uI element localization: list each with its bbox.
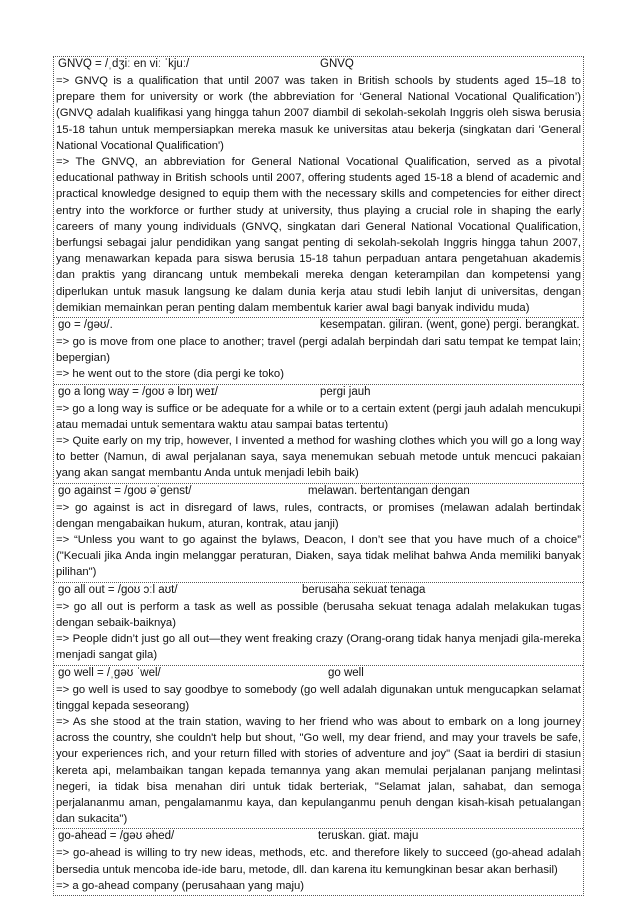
entry-go-ahead — [54, 829, 583, 895]
entry-term: GNVQ = /ˌdʒiː en viː ˈkjuː/ — [58, 58, 190, 70]
entry-meaning: berusaha sekuat tenaga — [302, 583, 426, 596]
entry-definition: => go all out is perform a task as well as possible (berusaha sekuat tenaga adalah melakukan tugas dengan sebaik-baiknya) — [56, 600, 581, 629]
entry-header — [56, 583, 581, 599]
entry-example: => The GNVQ, an abbreviation for General National Vocational Qualification, served as a pivotal educational pathway in British schools until 2007, offering students aged 15-18 a blend of academic and practical knowledge designed to equip them with the necessary skills and competencies for either direct entry into the workforce or further study at university, thus playing a crucial role in shaping the early careers of many young individuals (GNVQ, singkatan dari General National Vocational Qualification, berfungsi sebagai jalur pendidikan yang sangat penting di sekolah-sekolah Inggris hingga tahun 2007, yang menawarkan kepada para siswa berusia 15-18 tahun perpaduan antara pengetahuan akademis dan praktis yang dirancang untuk membekali mereka dengan keterampilan dan kompetensi yang diperlukan untuk masuk langsung ke dalam dunia kerja atau studi lebih lanjut di universitas, dengan demikian memainkan peran penting dalam membentuk karier awal bagi banyak individu muda) — [56, 156, 581, 314]
entry-definition: => go against is act in disregard of laws, rules, contracts, or promises (melawan adalah bertindak dengan mengabaikan hukum, aturan, kontrak, atau janji) — [56, 501, 581, 530]
entry-gnvq — [54, 57, 583, 318]
entry-term: go-ahead = /ɡəʊ əhed/ — [58, 830, 175, 843]
entry-example: => People didn’t just go all out—they went freaking crazy (Orang-orang tidak hanya menjadi gila-mereka menjadi sangat gila) — [56, 633, 581, 662]
entry-definition: => GNVQ is a qualification that until 2007 was taken in British schools by students aged 15–18 to prepare them for university or work (the abbreviation for ‘General National Vocational Qualification’) (GNVQ adalah kualifikasi yang hingga tahun 2007 diambil di sekolah-sekolah Inggris oleh siswa berusia 15-18 tahun untuk mempersiapkan mereka masuk ke universitas atau bekerja (singkatan dari 'General National Vocational Qualification') — [56, 75, 581, 152]
entry-meaning: kesempatan. giliran. (went, gone) pergi. berangkat. — [320, 319, 580, 332]
entry-go-against — [54, 484, 583, 583]
entry-definition: => go a long way is suffice or be adequate for a while or to a certain extent (pergi jauh adalah mencukupi atau memadai untuk sementara waktu atau sampai batas tertentu) — [56, 402, 581, 431]
entry-definition: => go is move from one place to another; travel (pergi adalah berpindah dari satu tempat ke tempat lain; bepergian) — [56, 336, 581, 365]
entry-header — [56, 57, 581, 73]
entry-header — [56, 666, 581, 682]
entry-meaning: teruskan. giat. maju — [318, 830, 419, 843]
entry-example: => he went out to the store (dia pergi ke toko) — [56, 368, 284, 381]
entry-go — [54, 318, 583, 385]
entry-term: go a long way = /ɡoʊ ə lɒŋ weɪ/ — [58, 385, 218, 398]
entry-go-all-out — [54, 583, 583, 666]
entry-example: => As she stood at the train station, waving to her friend who was about to embark on a long journey across the country, she couldn't help but shout, "Go well, my dear friend, and may your travels be safe, your experiences rich, and your return filled with stories of adventure and joy" (Saat ia berdiri di stasiun kereta api, melambaikan tangan kepada temannya yang akan memulai perjalanan panjang melintasi negeri, ia tidak bisa menahan diri untuk tidak berteriak, "Selamat jalan, sahabat, dan semoga perjalananmu aman, pengalamanmu kaya, dan kepulanganmu penuh dengan kisah-kisah petualangan dan sukacita") — [56, 715, 581, 826]
entry-header — [56, 829, 581, 845]
entry-example: => a go-ahead company (perusahaan yang maju) — [56, 879, 305, 892]
entry-meaning: melawan. bertentangan dengan — [308, 484, 470, 497]
entry-meaning: pergi jauh — [320, 385, 371, 398]
entry-meaning: GNVQ — [320, 58, 354, 70]
entry-term: go well = /ˌɡəʊ ˈwel/ — [58, 666, 161, 679]
entry-example: => “Unless you want to go against the bylaws, Deacon, I don’t see that you have much of a choice” ("Kecuali jika Anda ingin melanggar peraturan, Diaken, saya tidak melihat bahwa Anda memiliki banyak pilihan") — [56, 534, 581, 579]
entry-term: go all out = /ɡoʊ ɔːl aʊt/ — [58, 583, 178, 596]
entry-term: go = /ɡəʊ/. — [58, 319, 113, 332]
entry-header — [56, 484, 581, 500]
entry-header — [56, 318, 581, 334]
vocabulary-table — [53, 56, 584, 896]
entry-definition: => go well is used to say goodbye to somebody (go well adalah digunakan untuk mengucapkan selamat tinggal kepada seseorang) — [56, 683, 581, 712]
entry-definition: => go-ahead is willing to try new ideas, methods, etc. and therefore likely to succeed (go-ahead adalah bersedia untuk mencoba ide-ide baru, metode, dll. dan karena itu kemungkinan besar akan berhasil) — [56, 847, 581, 876]
entry-term: go against = /ɡoʊ əˈɡenst/ — [58, 484, 192, 497]
entry-go-a-long-way — [54, 385, 583, 484]
entry-meaning: go well — [328, 666, 364, 679]
entry-header — [56, 385, 581, 401]
entry-go-well — [54, 666, 583, 830]
entry-example: => Quite early on my trip, however, I invented a method for washing clothes which you will go a long way to better (Namun, di awal perjalanan saya, saya menemukan sebuah metode untuk mencuci pakaian yang akan sangat membantu Anda untuk menjadi lebih baik) — [56, 435, 581, 480]
